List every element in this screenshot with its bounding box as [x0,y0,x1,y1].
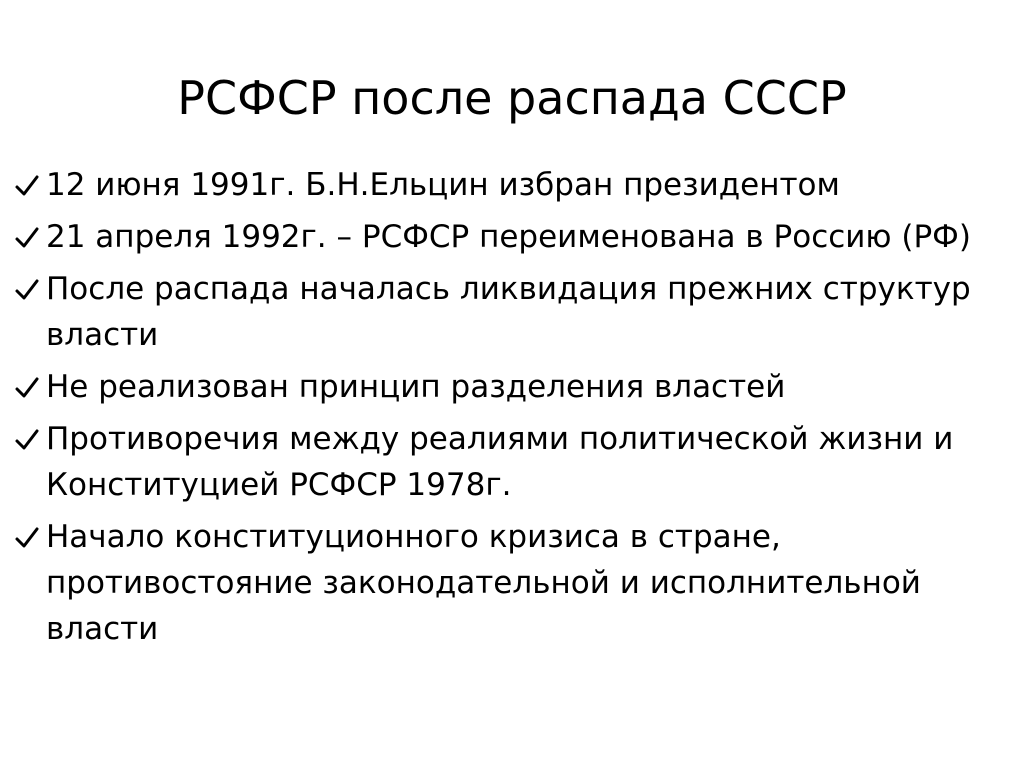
check-icon [14,525,40,551]
bullet-item [14,364,1004,410]
bullet-item [14,266,1004,358]
check-icon [14,277,40,303]
check-icon [14,173,40,199]
bullet-text: 21 апреля 1992г. – РСФСР переименована в Россию (РФ) [46,219,971,255]
bullet-text: После распада началась ликвидация прежних структур власти [46,271,971,353]
check-icon [14,427,40,453]
bullet-text: 12 июня 1991г. Б.Н.Ельцин избран президентом [46,167,840,203]
bullet-text: Противоречия между реалиями политической жизни и Конституцией РСФСР 1978г. [46,421,954,503]
bullet-text: Не реализован принцип разделения властей [46,369,786,405]
bullet-item [14,214,1004,260]
bullet-text: Начало конституционного кризиса в стране, противостояние законодательной и исполнительной власти [46,519,921,647]
check-icon [14,225,40,251]
bullet-item [14,162,1004,208]
bullet-item [14,416,1004,508]
check-icon [14,375,40,401]
bullet-list [14,162,1004,658]
slide-title: РСФСР после распада СССР [177,71,847,125]
bullet-item [14,514,1004,652]
